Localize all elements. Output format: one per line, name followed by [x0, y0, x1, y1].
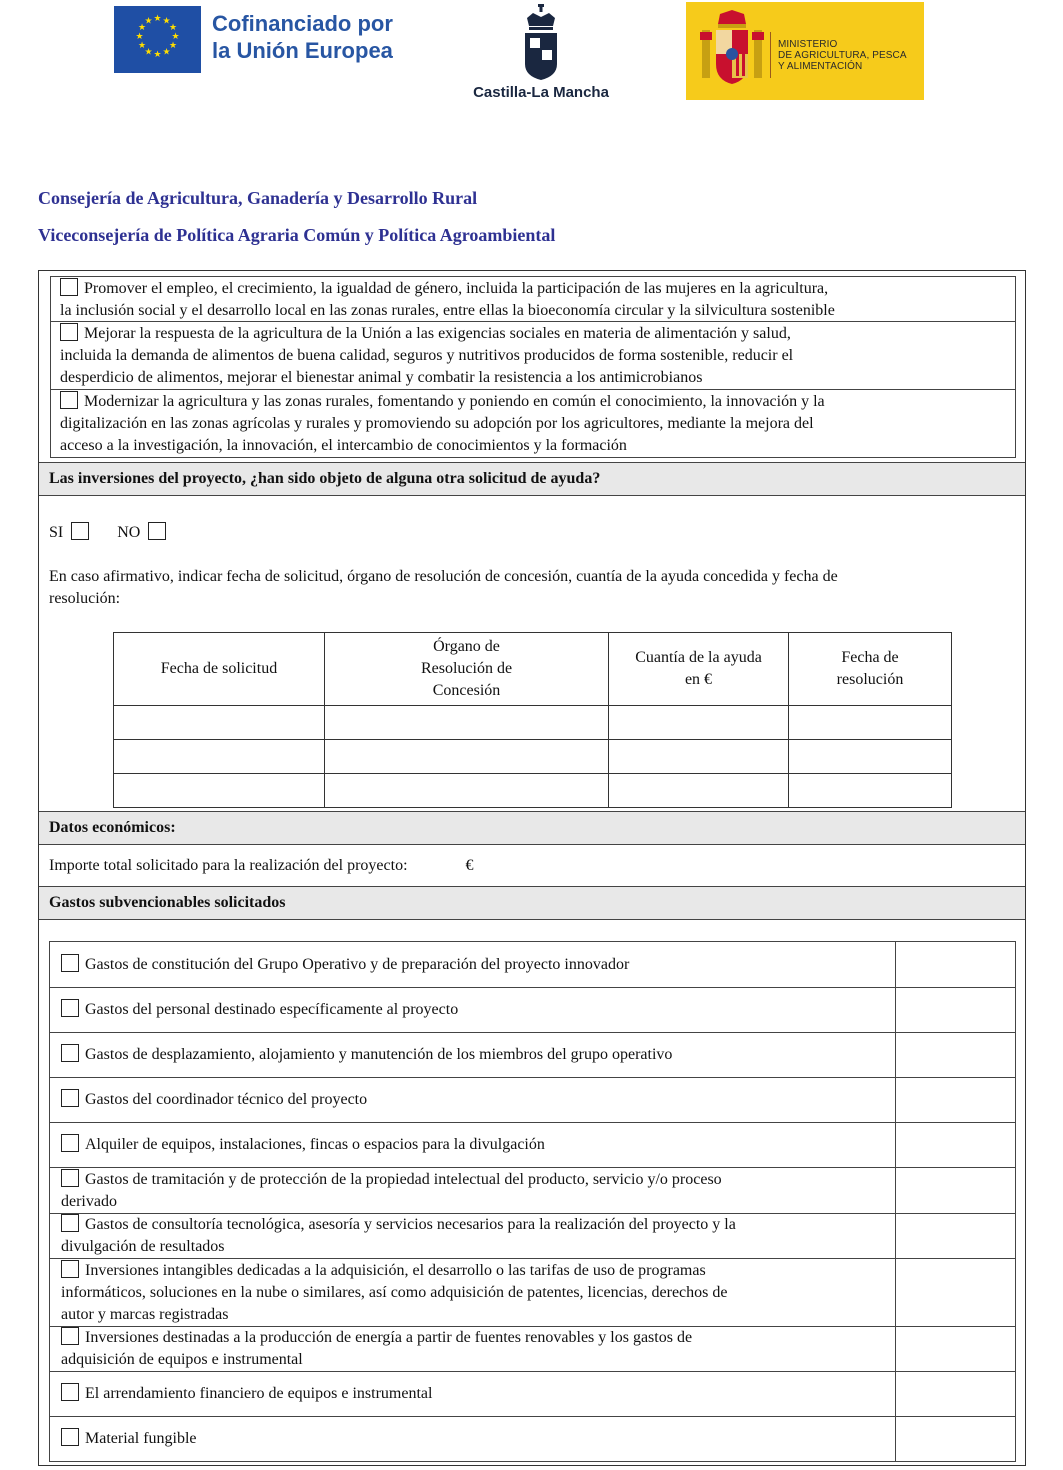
- eu-line-2: la Unión Europea: [212, 38, 393, 63]
- eu-flag-logo: [114, 6, 201, 73]
- gasto-label-line-1: Gastos de tramitación y de protección de la propiedad intelectual del producto, servicio y/o proceso: [85, 1170, 722, 1188]
- gasto-amount-cell[interactable]: [896, 1327, 1015, 1371]
- otras-ayudas-table: [113, 632, 952, 808]
- gasto-label: Material fungible: [85, 1430, 197, 1447]
- gasto-label-line-2: derivado: [61, 1192, 117, 1210]
- table-header-row: [114, 633, 952, 706]
- gasto-checkbox[interactable]: [61, 1169, 79, 1187]
- castilla-la-mancha-logo: [466, 4, 616, 104]
- col-fecha-solicitud: Fecha de solicitud: [114, 633, 325, 706]
- objective-item: [51, 389, 1015, 457]
- gasto-checkbox[interactable]: [61, 1327, 79, 1345]
- gasto-checkbox[interactable]: [61, 1089, 79, 1107]
- gasto-amount-cell[interactable]: [896, 1123, 1015, 1167]
- gasto-item: [50, 1213, 1015, 1258]
- gasto-checkbox[interactable]: [61, 954, 79, 972]
- gasto-amount-cell[interactable]: [896, 988, 1015, 1032]
- gasto-item: [50, 1416, 1015, 1461]
- importe-row: [39, 844, 1025, 886]
- gasto-checkbox[interactable]: [61, 1260, 79, 1278]
- svg-text:★: ★: [162, 16, 171, 27]
- svg-text:★: ★: [144, 16, 153, 27]
- cell-cuantia[interactable]: [609, 740, 789, 774]
- gasto-label-line-1: Gastos de consultoría tecnológica, asesoría y servicios necesarios para la realización del proyecto y la: [85, 1216, 736, 1233]
- cell-cuantia[interactable]: [609, 706, 789, 740]
- gasto-item: [50, 1371, 1015, 1416]
- cell-fecha-resolucion[interactable]: [789, 740, 952, 774]
- no-checkbox[interactable]: [148, 522, 166, 540]
- gasto-item: [50, 1077, 1015, 1122]
- col-cuantia: Cuantía de la ayuda en €: [609, 633, 789, 706]
- svg-text:★: ★: [168, 41, 178, 51]
- gastos-divider: [39, 919, 1025, 920]
- ministry-logo: [686, 2, 924, 100]
- col-organo-resolucion: Órgano de Resolución de Concesión: [325, 633, 609, 706]
- gasto-label: Gastos de constitución del Grupo Operativo y de preparación del proyecto innovador: [85, 955, 630, 973]
- si-no-choice: [49, 522, 172, 544]
- otras-ayudas-instruction: [49, 566, 838, 610]
- objective-line-2: digitalización en las zonas agrícolas y rurales y promoviendo su adopción por los agricultores, mediante la mejora del: [60, 415, 814, 432]
- importe-currency: €: [465, 856, 474, 874]
- cell-fecha-resolucion[interactable]: [789, 706, 952, 740]
- consejeria-heading: Consejería de Agricultura, Ganadería y Desarrollo Rural: [38, 188, 478, 208]
- objective-item: [51, 277, 1015, 321]
- gasto-label-line-3: autor y marcas registradas: [61, 1305, 229, 1323]
- ministry-line-1: MINISTERIO: [778, 39, 838, 50]
- gasto-checkbox[interactable]: [61, 1044, 79, 1062]
- gasto-label: El arrendamiento financiero de equipos e instrumental: [85, 1385, 433, 1402]
- gasto-label-line-1: Inversiones intangibles dedicadas a la adquisición, el desarrollo o las tarifas de uso de programas: [85, 1261, 706, 1279]
- ministry-separator: [770, 32, 771, 78]
- svg-text:★: ★: [144, 47, 153, 58]
- ministry-line-2: DE AGRICULTURA, PESCA: [778, 50, 907, 61]
- objective-line-1: Mejorar la respuesta de la agricultura de la Unión a las exigencias sociales en materia de alimentación y salud,: [84, 325, 791, 342]
- otras-ayudas-heading: Las inversiones del proyecto, ¿han sido objeto de alguna otra solicitud de ayuda?: [39, 462, 1025, 495]
- cell-fecha-resolucion[interactable]: [789, 774, 952, 808]
- gastos-heading: Gastos subvencionables solicitados: [39, 886, 1025, 919]
- objective-line-1: Promover el empleo, el crecimiento, la igualdad de género, incluida la participación de las mujeres en la agricultura,: [84, 280, 829, 297]
- objective-checkbox[interactable]: [60, 323, 78, 341]
- gasto-checkbox[interactable]: [61, 1383, 79, 1401]
- objective-line-1: Modernizar la agricultura y las zonas rurales, fomentando y poniendo en común el conocimiento, la innovación y la: [84, 393, 825, 410]
- datos-economicos-heading: Datos económicos:: [39, 811, 1025, 844]
- eu-cofinancing-text: [212, 10, 393, 64]
- form-frame: [38, 270, 1026, 1466]
- table-row: [114, 740, 952, 774]
- svg-text:★: ★: [168, 23, 178, 33]
- gasto-checkbox[interactable]: [61, 1134, 79, 1152]
- gasto-label: Gastos de desplazamiento, alojamiento y manutención de los miembros del grupo operativo: [85, 1046, 673, 1063]
- spain-coat-of-arms-icon: [700, 10, 764, 92]
- cell-cuantia[interactable]: [609, 774, 789, 808]
- gasto-label: Gastos del coordinador técnico del proyecto: [85, 1091, 368, 1108]
- svg-text:★: ★: [171, 32, 180, 42]
- objective-line-3: desperdicio de alimentos, mejorar el bienestar animal y combatir la resistencia a los antimicrobianos: [60, 369, 703, 386]
- objective-line-2: incluida la demanda de alimentos de buena calidad, seguros y nutritivos producidos de forma sostenible, reducir el: [60, 347, 794, 364]
- instruction-line-2: resolución:: [49, 590, 121, 607]
- si-label: SI: [49, 524, 64, 541]
- cell-fecha-solicitud[interactable]: [114, 740, 325, 774]
- otras-ayudas-divider: [39, 495, 1025, 496]
- objective-line-2: la inclusión social y el desarrollo local en las zonas rurales, entre ellas la bioeconomía circular y la silvicultura sostenible: [60, 302, 835, 319]
- svg-text:★: ★: [153, 50, 162, 60]
- gasto-amount-cell[interactable]: [896, 1417, 1015, 1461]
- cell-organo[interactable]: [325, 706, 609, 740]
- gasto-label-line-2: informáticos, soluciones en la nube o similares, así como adquisición de patentes, licencias, derechos de: [61, 1283, 728, 1301]
- svg-text:★: ★: [137, 23, 147, 33]
- svg-text:★: ★: [137, 41, 147, 51]
- clm-crown-shield-icon: [519, 4, 563, 82]
- gasto-item: [50, 1167, 1015, 1213]
- gasto-amount-cell[interactable]: [896, 1168, 1015, 1213]
- objective-checkbox[interactable]: [60, 278, 78, 296]
- gasto-amount-cell[interactable]: [896, 1033, 1015, 1077]
- viceconsejeria-heading: Viceconsejería de Política Agraria Común y Política Agroambiental: [38, 225, 556, 245]
- ministry-line-3: Y ALIMENTACIÓN: [778, 61, 863, 72]
- svg-text:★: ★: [153, 14, 162, 24]
- gasto-item: [50, 1326, 1015, 1371]
- col-fecha-resolucion: Fecha de resolución: [789, 633, 952, 706]
- gasto-amount-cell[interactable]: [896, 1372, 1015, 1416]
- objective-line-3: acceso a la investigación, la innovación, el intercambio de conocimientos y la formación: [60, 437, 627, 454]
- gasto-checkbox[interactable]: [61, 1214, 79, 1232]
- cell-organo[interactable]: [325, 740, 609, 774]
- instruction-line-1: En caso afirmativo, indicar fecha de solicitud, órgano de resolución de concesión, cuantía de la ayuda concedida y fecha de: [49, 568, 838, 585]
- gasto-item: [50, 1122, 1015, 1167]
- gasto-item: [50, 1032, 1015, 1077]
- objective-item: [51, 321, 1015, 389]
- svg-text:★: ★: [162, 47, 171, 58]
- gasto-amount-cell[interactable]: [896, 942, 1015, 987]
- table-row: [114, 774, 952, 808]
- eu-line-1: Cofinanciado por: [212, 11, 393, 36]
- table-row: [114, 706, 952, 740]
- eu-stars-icon: [114, 6, 201, 73]
- no-label: NO: [117, 524, 141, 541]
- importe-label: Importe total solicitado para la realización del proyecto:: [49, 856, 408, 874]
- gasto-amount-cell[interactable]: [896, 1078, 1015, 1122]
- gasto-label-line-2: adquisición de equipos e instrumental: [61, 1351, 303, 1368]
- cell-organo[interactable]: [325, 774, 609, 808]
- gasto-checkbox[interactable]: [61, 1428, 79, 1446]
- gasto-item: [50, 942, 1015, 987]
- gasto-amount-cell[interactable]: [896, 1214, 1015, 1258]
- gastos-list: [49, 941, 1016, 1462]
- objective-checkbox[interactable]: [60, 391, 78, 409]
- si-checkbox[interactable]: [71, 522, 89, 540]
- gasto-label: Alquiler de equipos, instalaciones, fincas o espacios para la divulgación: [85, 1136, 545, 1153]
- gasto-amount-cell[interactable]: [896, 1259, 1015, 1326]
- cell-fecha-solicitud[interactable]: [114, 774, 325, 808]
- cell-fecha-solicitud[interactable]: [114, 706, 325, 740]
- clm-name: Castilla-La Mancha: [473, 84, 609, 101]
- ministry-name: [778, 39, 907, 72]
- gasto-label-line-1: Inversiones destinadas a la producción de energía a partir de fuentes renovables y los gastos de: [85, 1329, 693, 1346]
- objectives-list: [50, 276, 1016, 458]
- gasto-label: Gastos del personal destinado específicamente al proyecto: [85, 1001, 459, 1018]
- gasto-label-line-2: divulgación de resultados: [61, 1238, 225, 1255]
- gasto-item: [50, 1258, 1015, 1326]
- gasto-checkbox[interactable]: [61, 999, 79, 1017]
- svg-text:★: ★: [135, 32, 144, 42]
- gasto-item: [50, 987, 1015, 1032]
